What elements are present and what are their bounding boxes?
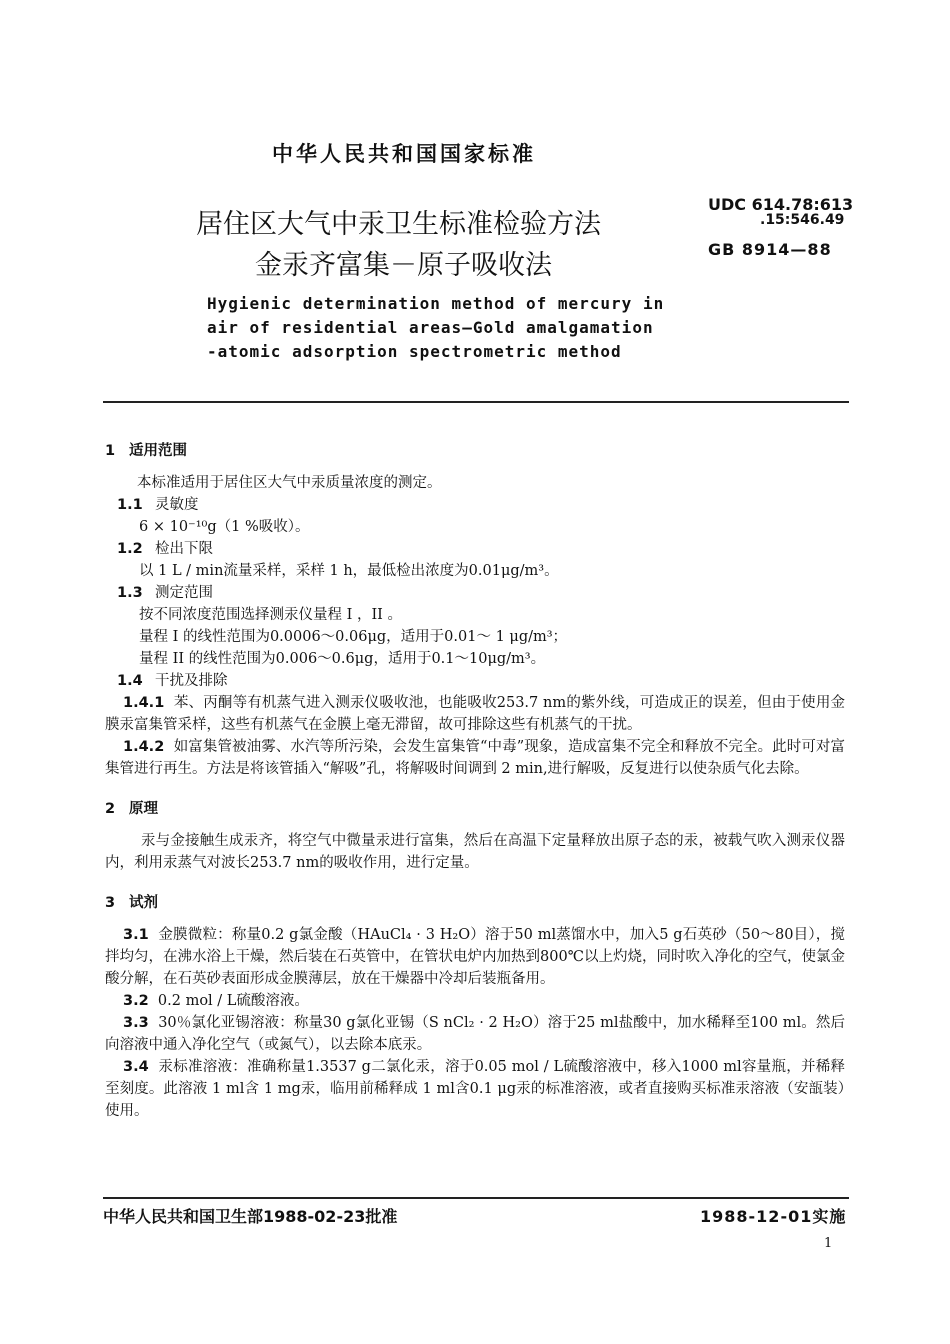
- page-number: 1: [824, 1236, 833, 1251]
- title-en-line3: -atomic adsorption spectrometric method: [207, 342, 622, 361]
- title-en-line1: Hygienic determination method of mercury in: [207, 294, 665, 313]
- section-2-heading: 2 原理: [105, 801, 158, 817]
- title-en-line2: air of residential areas—Gold amalgamation: [207, 318, 654, 337]
- title-english: [207, 292, 664, 364]
- section-3-3-paragraph: 3.3 30％氯化亚锡溶液：称量30 g氯化亚锡（S nCl₂ · 2 H₂O）溶于25 ml盐酸中，加水稀释至100 ml。然后向溶液中通入净化空气（或氮气），以去除本底汞。: [105, 1015, 846, 1053]
- approval-line: 中华人民共和国卫生部1988-02-23批准: [103, 1207, 398, 1226]
- section-3-heading: 3 试剂: [105, 895, 158, 911]
- section-3-4-paragraph: 3.4 汞标准溶液：准确称量1.3537 g二氯化汞，溶于0.05 mol / L硫酸溶液中，移入1000 ml容量瓶，并稀释至刻度。此溶液 1 ml含 1 mg汞，临用前稀释成 1 ml含0.1 μg汞的标准溶液，或者直接购买标准汞溶液（安瓿装）使用。: [105, 1059, 846, 1119]
- section-1-4-2-paragraph: 1.4.2 如富集管被油雾、水汽等所污染，会发生富集管“中毒”现象，造成富集不完全和释放不完全。此时可对富集管进行再生。方法是将该管插入“解吸”孔，将解吸时间调到 2 min,进行解吸，反复进行以使杂质气化去除。: [105, 739, 846, 777]
- section-1-1-body: 6 × 10⁻¹⁰g（1 %吸收）。: [139, 519, 310, 535]
- section-1-3-body-1: 按不同浓度范围选择测汞仪量程 I ，II 。: [139, 607, 403, 623]
- document-body: [105, 436, 845, 1122]
- gb-code: GB 8914—88: [708, 240, 832, 259]
- top-divider: [103, 401, 849, 403]
- section-1-3-heading: 1.3 测定范围: [117, 585, 213, 601]
- section-1-3-body-3: 量程 II 的线性范围为0.006～0.6μg，适用于0.1～10μg/m³。: [139, 651, 546, 667]
- section-1-1-heading: 1.1 灵敏度: [117, 497, 199, 513]
- udc-code-continued: .15:546.49: [760, 212, 845, 228]
- title-cn-line2: 金汞齐富集－原子吸收法: [255, 250, 552, 281]
- title-cn-line1: 居住区大气中汞卫生标准检验方法: [196, 209, 601, 240]
- section-number: 1: [105, 443, 116, 459]
- section-1-4-1-paragraph: 1.4.1 苯、丙酮等有机蒸气进入测汞仪吸收池，也能吸收253.7 nm的紫外线，可造成正的误差，但由于使用金膜汞富集管采样，这些有机蒸气在金膜上毫无滞留，故可排除这些有机蒸气的干扰。: [105, 695, 845, 733]
- section-1-2-heading: 1.2 检出下限: [117, 541, 213, 557]
- section-1-4-heading: 1.4 干扰及排除: [117, 673, 228, 689]
- effective-date: 1988-12-01实施: [700, 1207, 847, 1226]
- section-2-paragraph: 汞与金接触生成汞齐，将空气中微量汞进行富集，然后在高温下定量释放出原子态的汞，被载气吹入测汞仪器内，利用汞蒸气对波长253.7 nm的吸收作用，进行定量。: [105, 833, 845, 871]
- section-1-intro: 本标准适用于居住区大气中汞质量浓度的测定。: [137, 475, 442, 491]
- section-title: 适用范围: [129, 443, 187, 459]
- section-1-heading: [105, 440, 845, 462]
- udc-code: UDC 614.78:613: [708, 195, 854, 214]
- section-3-1-paragraph: 3.1 金膜微粒：称量0.2 g氯金酸（HAuCl₄ · 3 H₂O）溶于50 ml蒸馏水中，加入5 g石英砂（50～80目），搅拌均匀，在沸水浴上干燥，然后装在石英管中，在管状电炉内加热到800℃以上灼烧，同时吹入净化的空气，使氯金酸分解，在石英砂表面形成金膜薄层，放在干燥器中冷却后装瓶备用。: [105, 927, 846, 987]
- national-standard-heading: 中华人民共和国国家标准: [272, 142, 536, 166]
- section-3-2-paragraph: 3.2 0.2 mol / L硫酸溶液。: [123, 993, 309, 1009]
- section-1-2-body: 以 1 L / min流量采样，采样 1 h，最低检出浓度为0.01μg/m³。: [139, 563, 559, 579]
- section-1-3-body-2: 量程 I 的线性范围为0.0006～0.06μg，适用于0.01～ 1 μg/m³；: [139, 629, 568, 645]
- bottom-divider: [103, 1197, 849, 1199]
